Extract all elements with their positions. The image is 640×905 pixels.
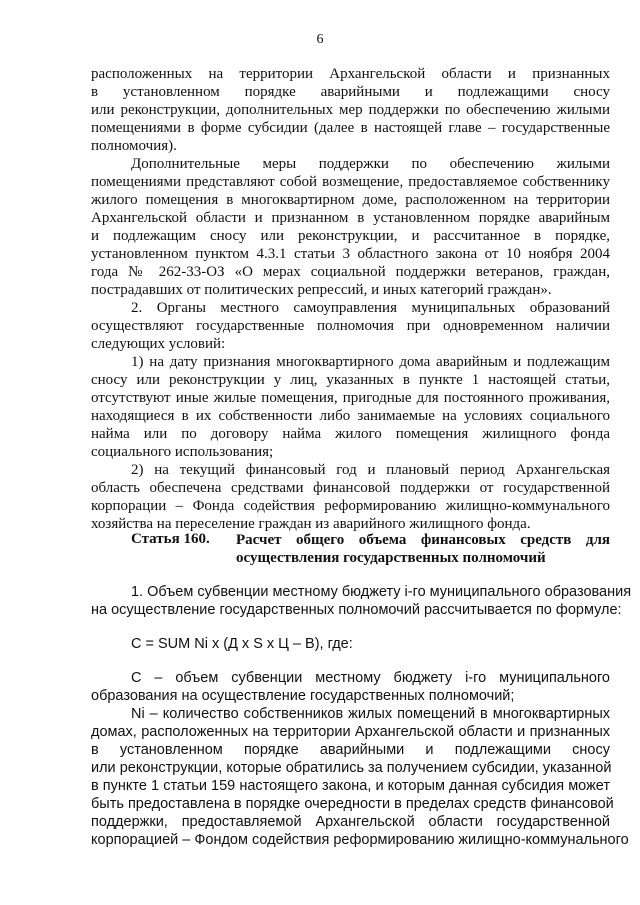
text-line: полномочия). (91, 138, 177, 154)
text-line: поддержки, предоставляемой Архангельской области государственной (91, 814, 610, 830)
text-line: в установленном порядке аварийными и подлежащими сносу (91, 742, 610, 758)
text-line: пострадавших от политических репрессий, и иных категорий граждан». (91, 282, 552, 298)
text-line: найма или по договору найма жилого помещения жилищного фонда (91, 426, 610, 442)
text-line: Ni – количество собственников жилых помещений в многоквартирных (131, 706, 610, 722)
text-line: область обеспечена средствами финансовой поддержки от государственной (91, 480, 610, 496)
text-line: в пункте 1 статьи 159 настоящего закона, и которым данная субсидия может (91, 778, 610, 794)
text-line: помещениями представляют собой возмещение, предоставляемое собственнику (91, 174, 610, 190)
text-line: следующих условий: (91, 336, 226, 352)
text-line: и подлежащим сносу или реконструкции, и рассчитанное в порядке, (91, 228, 610, 244)
text-line: или реконструкции, дополнительных мер поддержки по обеспечению жилыми (91, 102, 610, 118)
article-title-line: Расчет общего объема финансовых средств для (236, 532, 610, 548)
formula: С = SUM Ni x (Д x S x Ц – В), где: (131, 636, 353, 652)
text-line: хозяйства на переселение граждан из аварийного жилищного фонда. (91, 516, 531, 532)
text-line: корпорацией – Фондом содействия реформированию жилищно-коммунального (91, 832, 629, 848)
text-line: расположенных на территории Архангельской области и признанных (91, 66, 610, 82)
text-line: 1. Объем субвенции местному бюджету i-го муниципального образования (131, 584, 632, 600)
text-line: корпорации – Фонда содействия реформированию жилищно-коммунального (91, 498, 610, 514)
text-line: отсутствуют иные жилые помещения, пригодные для постоянного проживания, (91, 390, 610, 406)
text-line: 2) на текущий финансовый год и плановый период Архангельская (131, 462, 610, 478)
article-title-line: осуществления государственных полномочий (236, 550, 546, 566)
text-line: сносу или реконструкции у лиц, указанных в пункте 1 настоящей статьи, (91, 372, 610, 388)
text-line: Дополнительные меры поддержки по обеспечению жилыми (131, 156, 610, 172)
text-line: находящиеся в их собственности либо занимаемые на условиях социального (91, 408, 610, 424)
text-line: на осуществление государственных полномочий рассчитывается по формуле: (91, 602, 622, 618)
text-line: жилого помещения в многоквартирном доме, расположенном на территории (91, 192, 610, 208)
text-line: образования на осуществление государственных полномочий; (91, 688, 515, 704)
text-line: социального использования; (91, 444, 274, 460)
text-line: быть предоставлена в порядке очередности в пределах средств финансовой (91, 796, 614, 812)
text-line: года № 262-33-ОЗ «О мерах социальной поддержки ветеранов, граждан, (91, 264, 610, 280)
text-line: Архангельской области и признанном в установленном порядке аварийным (91, 210, 610, 226)
text-line: в установленном порядке аварийными и подлежащими сносу (91, 84, 610, 100)
text-line: С – объем субвенции местному бюджету i-го муниципального (131, 670, 610, 686)
text-line: 1) на дату признания многоквартирного дома аварийным и подлежащим (131, 354, 610, 370)
text-line: осуществляют государственные полномочия при одновременном наличии (91, 318, 610, 334)
text-line: помещениями в форме субсидии (далее в настоящей главе – государственные (91, 120, 610, 136)
page-number: 6 (316, 32, 324, 47)
text-line: или реконструкции, которые обратились за получением субсидии, указанной (91, 760, 612, 776)
text-line: 2. Органы местного самоуправления муниципальных образований (131, 300, 610, 316)
text-line: домах, расположенных на территории Архангельской области и признанных (91, 724, 610, 740)
text-line: установленном пунктом 4.3.1 статьи 3 областного закона от 10 ноября 2004 (91, 246, 610, 262)
article-number: Статья 160. (131, 531, 210, 547)
